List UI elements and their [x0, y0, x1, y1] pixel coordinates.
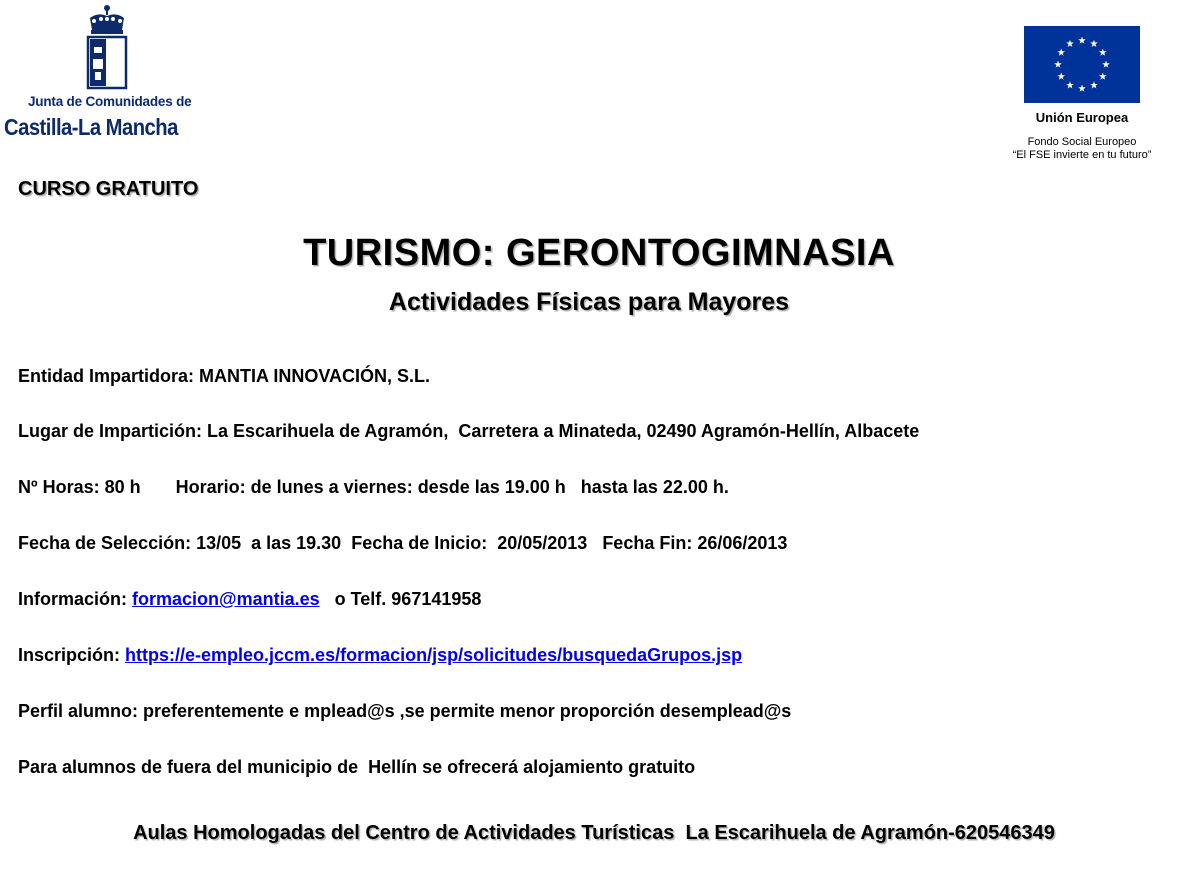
email-link[interactable]: formacion@mantia.es	[132, 589, 320, 609]
jccm-logo	[4, 4, 209, 144]
jccm-logo-line1: Junta de Comunidades de	[28, 94, 192, 109]
entity-line: Entidad Impartidora: MANTIA INNOVACIÓN, S.L.	[18, 366, 431, 386]
inscription-link[interactable]: https://e-empleo.jccm.es/formacion/jsp/solicitudes/busquedaGrupos.jsp	[125, 645, 743, 665]
eu-logo	[980, 26, 1180, 171]
eu-flag-icon	[1024, 26, 1140, 103]
eu-name: Unión Europea	[1035, 110, 1129, 125]
place-line: Lugar de Impartición: La Escarihuela de Agramón, Carretera a Minateda, 02490 Agramón-Hellín, Albacete	[18, 421, 920, 441]
dates-line: Fecha de Selección: 13/05 a las 19.30 Fecha de Inicio: 20/05/2013 Fecha Fin: 26/06/2013	[18, 533, 788, 553]
profile-line: Perfil alumno: preferentemente e mplead@s ,se permite menor proporción desemplead@s	[18, 701, 792, 721]
footer-text: Aulas Homologadas del Centro de Actividades Turísticas La Escarihuela de Agramón-620546349	[133, 822, 1055, 844]
eu-slogan: “El FSE invierte en tu futuro”	[1012, 149, 1152, 161]
information-line	[18, 589, 481, 610]
inscription-label: Inscripción:	[18, 645, 126, 665]
course-label: CURSO GRATUITO	[18, 178, 199, 200]
information-label: Información:	[18, 589, 133, 609]
page-title: TURISMO: GERONTOGIMNASIA	[303, 232, 895, 274]
crown-shield-icon	[84, 4, 130, 90]
jccm-logo-line2: Castilla-La Mancha	[4, 114, 178, 140]
inscription-line	[18, 645, 742, 666]
eu-fund: Fondo Social Europeo	[1027, 136, 1137, 148]
page-subtitle: Actividades Físicas para Mayores	[388, 288, 790, 316]
hours-line: Nº Horas: 80 h Horario: de lunes a viernes: desde las 19.00 h hasta las 22.00 h.	[18, 477, 729, 497]
phone-text: o Telf. 967141958	[319, 589, 482, 609]
lodging-line: Para alumnos de fuera del municipio de Hellín se ofrecerá alojamiento gratuito	[18, 757, 696, 777]
